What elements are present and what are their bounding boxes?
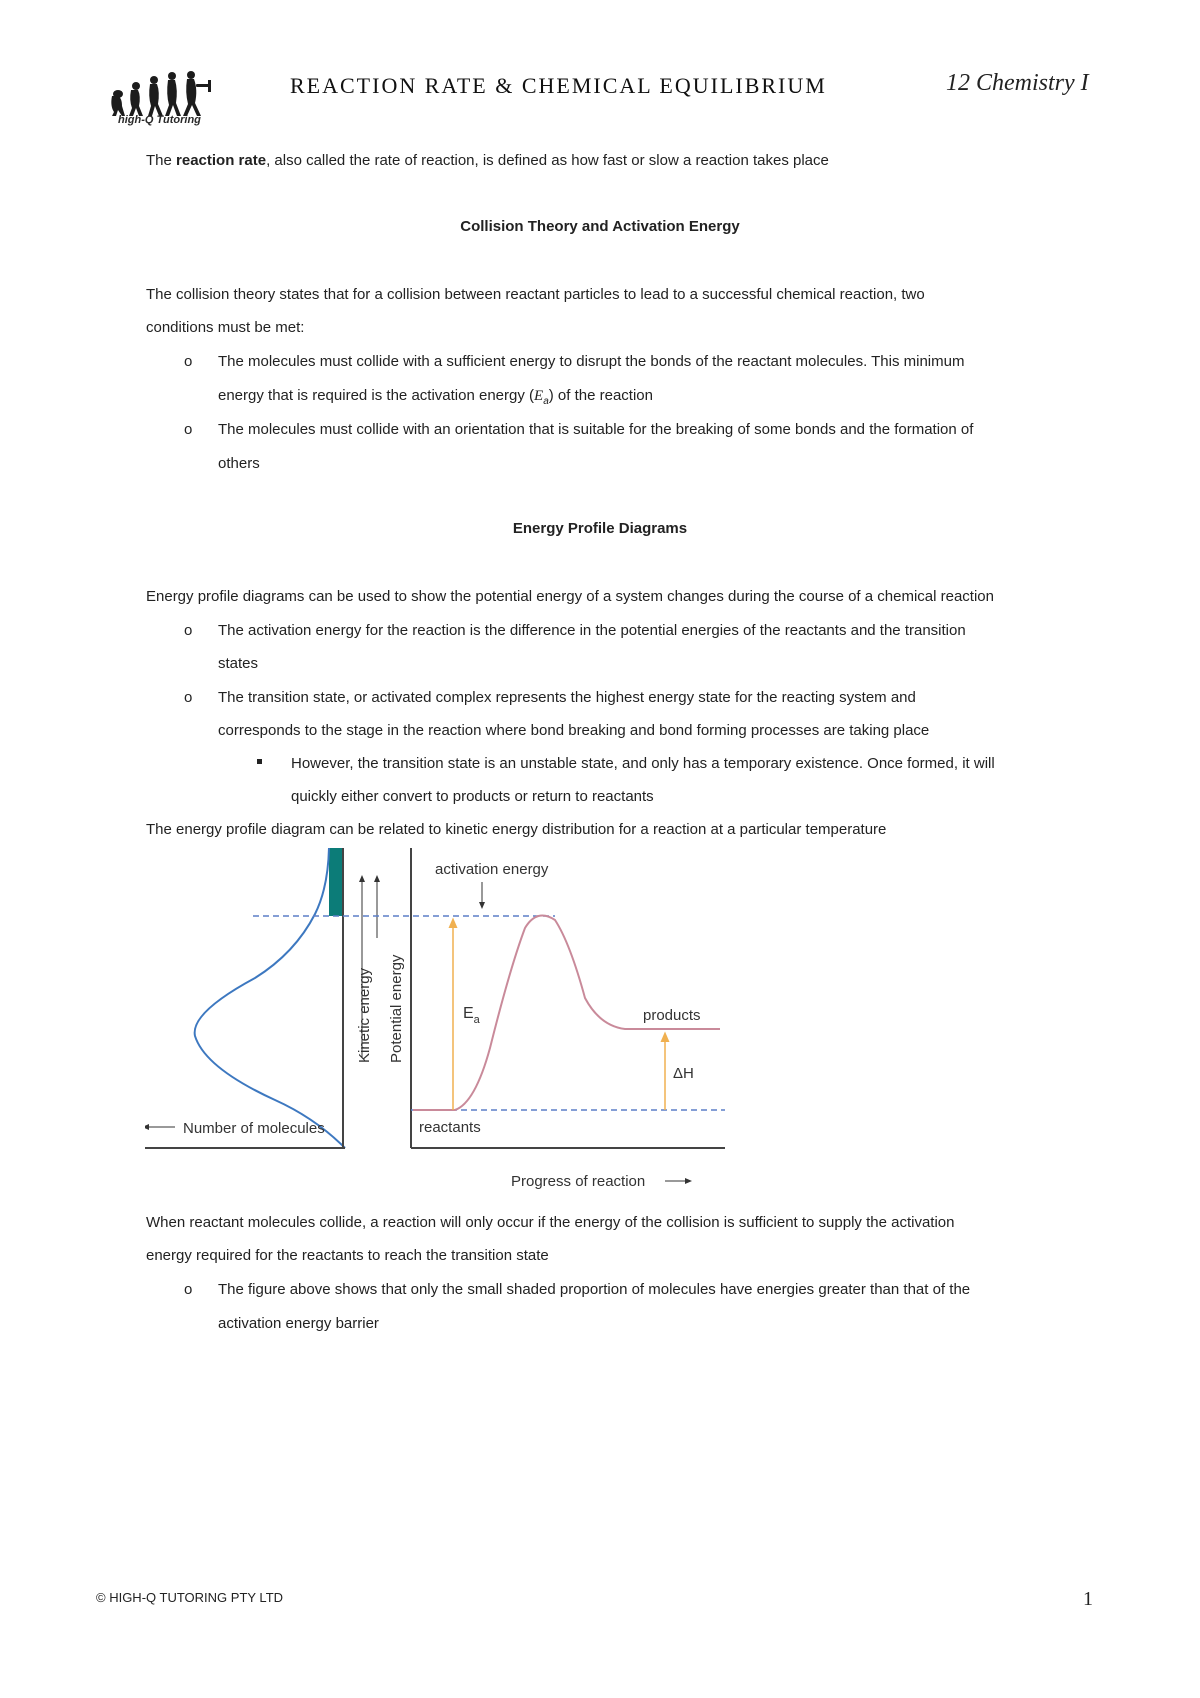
- collision-bullet1-pre: energy that is required is the activation energy (: [218, 387, 535, 404]
- section-heading-energy-profile: Energy Profile Diagrams: [512, 520, 688, 537]
- energy-bullet2-line1: The transition state, or activated complex represents the highest energy state for the reacting system and: [218, 689, 916, 706]
- intro-paragraph: [146, 144, 829, 178]
- bullet-marker: o: [184, 689, 193, 706]
- logo-text: high-Q Tutoring: [118, 114, 201, 126]
- figure-note-line1: The figure above shows that only the small shaded proportion of molecules have energies greater than that of the: [218, 1281, 971, 1298]
- intro-term: reaction rate: [176, 152, 267, 169]
- collision-bullet1-line1: The molecules must collide with a sufficient energy to disrupt the bonds of the reactant molecules. This minimum: [218, 353, 965, 370]
- collision-para-line1: The collision theory states that for a collision between reactant particles to lead to a successful chemical reaction, two: [146, 286, 925, 303]
- kinetic-energy-distribution-curve: [195, 848, 345, 1148]
- document-title: REACTION RATE & CHEMICAL EQUILIBRIUM: [290, 73, 827, 98]
- products-label: products: [643, 1007, 701, 1024]
- figure-note-line2: activation energy barrier: [218, 1315, 379, 1332]
- activation-energy-label: activation energy: [435, 861, 549, 878]
- collision-outcome-line1: When reactant molecules collide, a reaction will only occur if the energy of the collision is sufficient to supply the activation: [146, 1214, 955, 1231]
- energy-profile-para: Energy profile diagrams can be used to show the potential energy of a system changes during the course of a chemical reaction: [146, 588, 994, 605]
- intro-prefix: The: [146, 152, 177, 169]
- bullet-marker: o: [184, 622, 193, 639]
- collision-bullet2-line1: The molecules must collide with an orientation that is suitable for the breaking of some bonds and the formation of: [218, 421, 974, 438]
- reactants-label: reactants: [419, 1119, 481, 1136]
- energy-profile-diagram: [145, 848, 725, 1194]
- number-of-molecules-label: Number of molecules: [183, 1120, 325, 1137]
- kinetic-energy-label: Kinetic energy: [356, 967, 373, 1063]
- document-subject: 12 Chemistry I: [946, 70, 1089, 96]
- energy-subbullet-line1: However, the transition state is an unstable state, and only has a temporary existence. Once formed, it will: [291, 755, 995, 772]
- potential-energy-label: Potential energy: [388, 954, 405, 1063]
- energy-bullet1-line2: states: [218, 655, 259, 672]
- collision-bullet1-post: ) of the reaction: [548, 387, 653, 404]
- energy-subbullet-line2: quickly either convert to products or return to reactants: [291, 788, 654, 805]
- energy-profile-relation: The energy profile diagram can be related to kinetic energy distribution for a reaction at a particular temperature: [146, 821, 887, 838]
- bullet-marker: o: [184, 1281, 193, 1298]
- energy-bullet2-line2: corresponds to the stage in the reaction where bond breaking and bond forming processes are taking place: [218, 722, 930, 739]
- footer-copyright: © HIGH-Q TUTORING PTY LTD: [96, 1590, 284, 1605]
- progress-of-reaction-label: Progress of reaction: [511, 1173, 646, 1190]
- ea-label: $E_a$: [463, 1005, 480, 1026]
- sub-bullet-marker: [257, 759, 262, 764]
- activation-energy-subscript: a: [543, 396, 549, 407]
- collision-bullet2-line2: others: [218, 455, 260, 472]
- collision-outcome-line2: energy required for the reactants to reach the transition state: [146, 1247, 549, 1264]
- collision-para-line2: conditions must be met:: [146, 319, 305, 336]
- energy-bullet1-line1: The activation energy for the reaction is the difference in the potential energies of the reactants and the transition: [218, 622, 966, 639]
- delta-h-label: ΔH: [673, 1065, 694, 1082]
- section-heading-collision-theory: Collision Theory and Activation Energy: [460, 218, 740, 235]
- page-number: 1: [1083, 1588, 1093, 1610]
- bullet-marker: o: [184, 421, 193, 438]
- bullet-marker: o: [184, 353, 193, 370]
- shaded-high-energy-region: [329, 848, 343, 916]
- activation-energy-symbol: E: [534, 388, 544, 404]
- intro-rest: , also called the rate of reaction, is defined as how fast or slow a reaction takes place: [266, 152, 829, 169]
